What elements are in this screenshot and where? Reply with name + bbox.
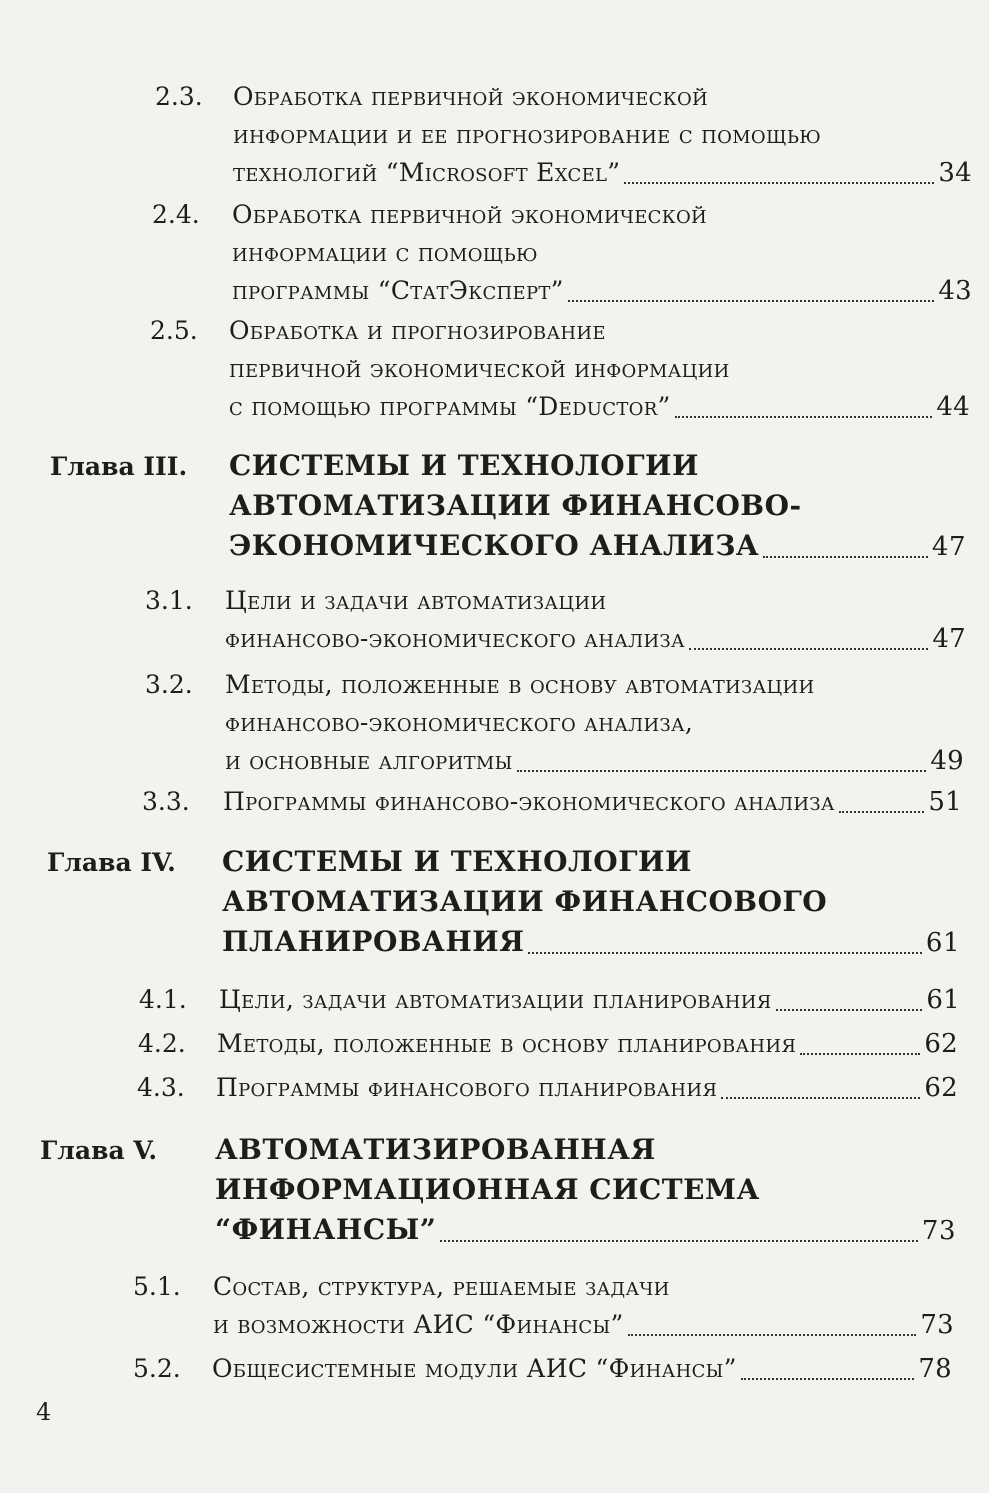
- toc-entry-title-line: Состав, структура, решаемые задачи: [213, 1272, 670, 1301]
- toc-entry-title-line: информации и ее прогнозирование с помощью: [233, 120, 822, 149]
- dot-leader: [839, 805, 925, 813]
- dot-leader: [517, 764, 927, 772]
- toc-entry-number: 3.1.: [145, 586, 193, 615]
- toc-entry-number: 5.1.: [133, 1272, 181, 1301]
- toc-entry-title-line: и возможности АИС “Финансы”: [213, 1310, 624, 1339]
- toc-entry-title-line: финансово-экономического анализа: [225, 624, 685, 653]
- toc-entry-title-line: “ФИНАНСЫ”: [215, 1213, 437, 1246]
- page-number: 4: [36, 1398, 52, 1426]
- toc-entry-number: 3.3.: [142, 787, 190, 816]
- dot-leader: [741, 1372, 915, 1380]
- toc-entry-number: 2.3.: [155, 82, 203, 111]
- toc-entry-title-line: ИНФОРМАЦИОННАЯ СИСТЕМА: [215, 1173, 760, 1206]
- toc-entry-title-line: СИСТЕМЫ И ТЕХНОЛОГИИ: [229, 449, 699, 482]
- toc-entry-title-line: Обработка первичной экономической: [232, 200, 708, 229]
- toc-entry-title-line: ПЛАНИРОВАНИЯ: [222, 925, 525, 958]
- dot-leader: [440, 1234, 918, 1242]
- toc-page-number: 73: [920, 1310, 954, 1340]
- toc-page-number: 34: [938, 158, 972, 188]
- dot-leader: [675, 410, 933, 418]
- dot-leader: [721, 1091, 920, 1099]
- toc-entry-number: 3.2.: [145, 670, 193, 699]
- toc-entry-title-line: АВТОМАТИЗАЦИИ ФИНАНСОВОГО: [222, 885, 828, 918]
- toc-page-number: 47: [931, 532, 966, 562]
- toc-entry-title-line: информации с помощью: [232, 238, 538, 267]
- toc-entry-title-line: и основные алгоритмы: [225, 746, 513, 775]
- toc-entry-number: 4.3.: [137, 1073, 185, 1102]
- dot-leader: [776, 1003, 923, 1011]
- toc-entry-title-line: Программы финансового планирования: [216, 1073, 718, 1102]
- toc-entry-title-line: АВТОМАТИЗИРОВАННАЯ: [215, 1133, 656, 1166]
- toc-page-number: 49: [930, 746, 964, 776]
- toc-entry-number: 2.4.: [152, 200, 200, 229]
- toc-page-number: 61: [926, 985, 960, 1015]
- dot-leader: [528, 946, 921, 954]
- toc-page-number: 44: [936, 392, 970, 422]
- toc-entry-number: 2.5.: [150, 316, 198, 345]
- toc-entry-title-line: с помощью программы “Deductor”: [229, 392, 671, 421]
- toc-entry-title-line: АВТОМАТИЗАЦИИ ФИНАНСОВО-: [229, 489, 802, 522]
- toc-page-number: 51: [928, 787, 962, 817]
- toc-entry-title-line: Общесистемные модули АИС “Финансы”: [212, 1354, 737, 1383]
- toc-entry-number: 4.2.: [138, 1029, 186, 1058]
- toc-entry-title-line: финансово-экономического анализа,: [225, 708, 694, 737]
- dot-leader: [624, 176, 934, 184]
- toc-page-number: 47: [932, 624, 966, 654]
- dot-leader: [689, 642, 928, 650]
- toc-page-number: 61: [925, 928, 960, 958]
- toc-entry-number: Глава V.: [40, 1136, 158, 1165]
- toc-page-number: 73: [921, 1216, 956, 1246]
- toc-page-number: 62: [924, 1073, 958, 1103]
- toc-entry-title-line: первичной экономической информации: [229, 354, 730, 383]
- toc-entry-title-line: программы “СтатЭксперт”: [232, 276, 564, 305]
- dot-leader: [628, 1328, 917, 1336]
- toc-entry-title-line: Программы финансово-экономического анализа: [223, 787, 835, 816]
- toc-entry-title-line: Методы, положенные в основу автоматизации: [225, 670, 815, 699]
- toc-page-number: 62: [924, 1029, 958, 1059]
- toc-entry-number: Глава IV.: [47, 848, 176, 877]
- dot-leader: [763, 550, 928, 558]
- toc-page-number: 43: [938, 276, 972, 306]
- toc-page-number: 78: [918, 1354, 952, 1384]
- toc-entry-number: 5.2.: [133, 1354, 181, 1383]
- toc-entry-title-line: Цели, задачи автоматизации планирования: [219, 985, 772, 1014]
- dot-leader: [568, 294, 935, 302]
- toc-entry-title-line: Обработка первичной экономической: [233, 82, 709, 111]
- dot-leader: [800, 1047, 920, 1055]
- toc-entry-title-line: Цели и задачи автоматизации: [225, 586, 607, 615]
- toc-entry-title-line: ЭКОНОМИЧЕСКОГО АНАЛИЗА: [229, 529, 760, 562]
- toc-entry-title-line: Обработка и прогнозирование: [229, 316, 606, 345]
- toc-entry-title-line: СИСТЕМЫ И ТЕХНОЛОГИИ: [222, 845, 692, 878]
- toc-entry-number: 4.1.: [139, 985, 187, 1014]
- toc-entry-title-line: технологий “Microsoft Excel”: [233, 158, 621, 187]
- toc-entry-number: Глава III.: [50, 452, 188, 481]
- toc-entry-title-line: Методы, положенные в основу планирования: [217, 1029, 797, 1058]
